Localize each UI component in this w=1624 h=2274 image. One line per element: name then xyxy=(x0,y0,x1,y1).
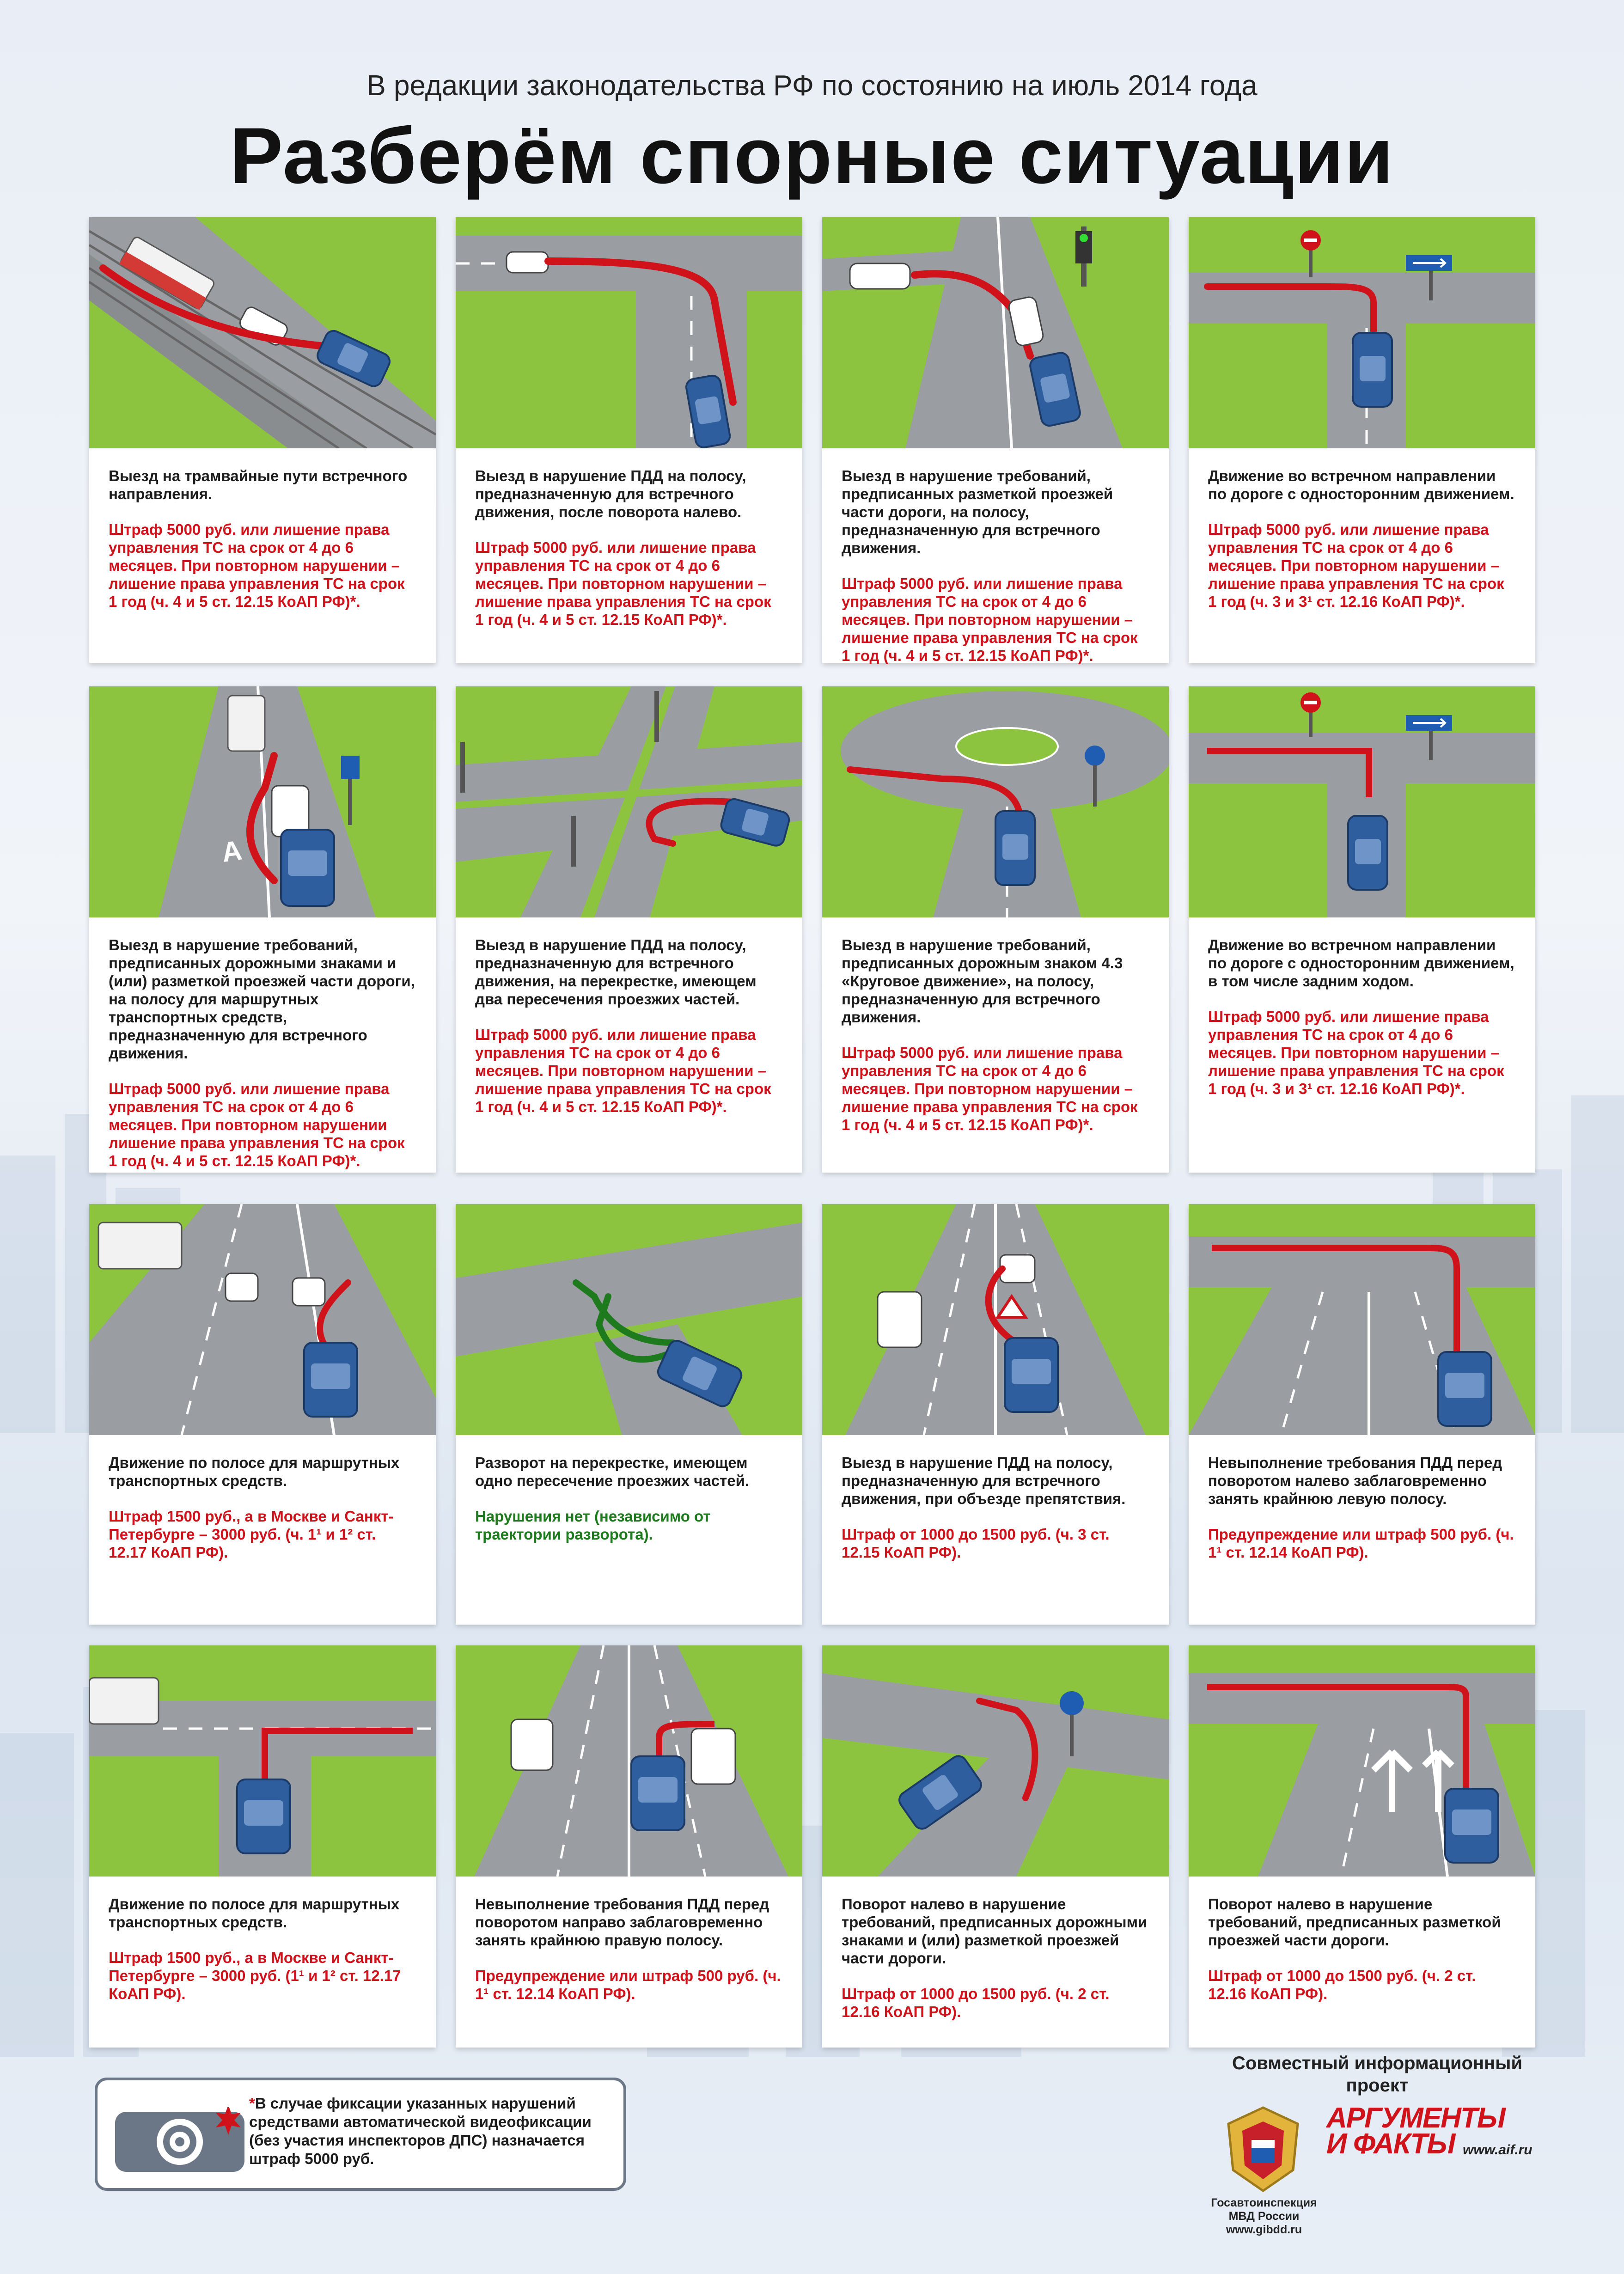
situation-card-10 xyxy=(456,1204,802,1625)
gibdd-emblem-icon xyxy=(1224,2105,1302,2193)
situation-description: Движение по полосе для маршрутных транспортных средств. xyxy=(109,1454,400,1489)
illustration-one-way-reverse xyxy=(1189,686,1535,917)
situation-description: Движение по полосе для маршрутных транспортных средств. xyxy=(109,1895,400,1931)
no-violation-text: Нарушения нет (независимо от траектории разворота). xyxy=(475,1508,711,1543)
illustration-lane-marking xyxy=(822,217,1169,448)
aif-logo-line1: АРГУМЕНТЫ xyxy=(1326,2102,1505,2134)
situation-card-7 xyxy=(822,686,1169,1173)
penalty-text: Штраф 5000 руб. или лишение права управления ТС на срок от 4 до 6 месяцев. При повторном нарушении – лишение права управления ТС на срок 1 год (ч. 3 и 3¹ ст. 12.16 КоАП РФ)*. xyxy=(1208,521,1504,610)
situation-card-1 xyxy=(89,217,436,663)
page-title: Разберём спорные ситуации xyxy=(230,111,1394,200)
situation-card-9 xyxy=(89,1204,436,1625)
penalty-text: Штраф от 1000 до 1500 руб. (ч. 2 ст. 12.16 КоАП РФ). xyxy=(842,1985,1110,2020)
penalty-text: Штраф 1500 руб., а в Москве и Санкт-Петербурге – 3000 руб. (1¹ и 1² ст. 12.17 КоАП РФ). xyxy=(109,1949,401,2002)
penalty-text: Штраф 5000 руб. или лишение права управления ТС на срок от 4 до 6 месяцев. При повторном нарушении – лишение права управления ТС на срок 1 год (ч. 4 и 5 ст. 12.15 КоАП РФ)*. xyxy=(475,539,771,628)
penalty-text: Штраф 5000 руб. или лишение права управления ТС на срок от 4 до 6 месяцев. При повторном нарушении – лишение права управления ТС на срок 1 год (ч. 4 и 5 ст. 12.15 КоАП РФ)*. xyxy=(842,575,1138,664)
situation-description: Поворот налево в нарушение требований, предписанных разметкой проезжей части дороги. xyxy=(1208,1895,1501,1949)
situation-description: Невыполнение требования ПДД перед поворотом налево заблаговременно занять крайнюю левую полосу. xyxy=(1208,1454,1502,1507)
situation-card-5 xyxy=(89,686,436,1173)
situation-card-2 xyxy=(456,217,802,663)
edition-note: В редакции законодательства РФ по состоянию на июль 2014 года xyxy=(366,70,1258,102)
situation-card-12 xyxy=(1189,1204,1535,1625)
joint-project-label: Совместный информационный проект xyxy=(1232,2053,1523,2096)
situation-description: Выезд в нарушение требований, предписанных разметкой проезжей части дороги, на полосу, предназначенную для встречного движения. xyxy=(842,467,1113,556)
situation-description: Движение во встречном направлении по дороге с односторонним движением, в том числе задним ходом. xyxy=(1208,936,1514,990)
camera-icon xyxy=(110,2107,249,2176)
penalty-text: Штраф 5000 руб. или лишение права управления ТС на срок от 4 до 6 месяцев. При повторном нарушении – лишение права управления ТС на срок 1 год (ч. 4 и 5 ст. 12.15 КоАП РФ)*. xyxy=(109,521,405,610)
footnote-text: В случае фиксации указанных нарушений средствами автоматической видеофиксации (без участия инспекторов ДПС) назначается штраф 5000 руб. xyxy=(249,2095,592,2167)
gibdd-caption: Госавтоинспекция МВД России www.gibdd.ru xyxy=(1211,2196,1317,2236)
illustration-roundabout xyxy=(822,686,1169,917)
illustration-left-turn-oncoming xyxy=(456,217,802,448)
penalty-text: Штраф 5000 руб. или лишение права управления ТС на срок от 4 до 6 месяцев. При повторном нарушении лишение права управления ТС на срок 1 год (ч. 4 и 5 ст. 12.15 КоАП РФ)*. xyxy=(109,1080,405,1169)
situation-description: Выезд в нарушение требований, предписанных дорожными знаками и (или) разметкой проезжей части дороги, на полосу для маршрутных транспортных средств, предназначенную для встречного движения. xyxy=(109,936,415,1062)
svg-text:A: A xyxy=(220,834,244,868)
penalty-text: Штраф от 1000 до 1500 руб. (ч. 2 ст. 12.16 КоАП РФ). xyxy=(1208,1967,1476,2002)
illustration-bus-lane-driving xyxy=(89,1204,436,1435)
situation-description: Поворот налево в нарушение требований, предписанных дорожными знаками и (или) разметкой проезжей части дороги. xyxy=(842,1895,1148,1967)
illustration-lane-arrows xyxy=(1189,1645,1535,1877)
penalty-text: Штраф 5000 руб. или лишение права управления ТС на срок от 4 до 6 месяцев. При повторном нарушении – лишение права управления ТС на срок 1 год (ч. 4 и 5 ст. 12.15 КоАП РФ)*. xyxy=(842,1044,1138,1133)
situation-card-16 xyxy=(1189,1645,1535,2048)
penalty-text: Штраф от 1000 до 1500 руб. (ч. 3 ст. 12.15 КоАП РФ). xyxy=(842,1526,1110,1561)
situation-card-6 xyxy=(456,686,802,1173)
penalty-text: Штраф 5000 руб. или лишение права управления ТС на срок от 4 до 6 месяцев. При повторном нарушении – лишение права управления ТС на срок 1 год (ч. 3 и 3¹ ст. 12.16 КоАП РФ)*. xyxy=(1208,1008,1504,1097)
illustration-left-lane xyxy=(1189,1204,1535,1435)
illustration-right-lane xyxy=(456,1645,802,1877)
penalty-text: Штраф 1500 руб., а в Москве и Санкт-Петербурге – 3000 руб. (ч. 1¹ и 1² ст. 12.17 КоАП РФ). xyxy=(109,1508,394,1561)
illustration-left-turn-sign xyxy=(822,1645,1169,1877)
situation-description: Невыполнение требования ПДД перед поворотом направо заблаговременно занять крайнюю правую полосу. xyxy=(475,1895,769,1949)
situation-card-11 xyxy=(822,1204,1169,1625)
situation-description: Разворот на перекрестке, имеющем одно пересечение проезжих частей. xyxy=(475,1454,750,1489)
situation-card-4 xyxy=(1189,217,1535,663)
footnote-star: * xyxy=(249,2095,255,2112)
illustration-one-way-road xyxy=(1189,217,1535,448)
illustration-bus-lane-oncoming xyxy=(89,686,436,917)
situation-card-15 xyxy=(822,1645,1169,2048)
illustration-bus-lane-turn xyxy=(89,1645,436,1877)
situation-description: Выезд в нарушение ПДД на полосу, предназначенную для встречного движения, после поворота налево. xyxy=(475,467,746,520)
illustration-double-intersection xyxy=(456,686,802,917)
situation-description: Выезд в нарушение требований, предписанных дорожным знаком 4.3 «Круговое движение», на полосу, предназначенную для встречного движения. xyxy=(842,936,1123,1026)
situation-description: Выезд на трамвайные пути встречного направления. xyxy=(109,467,408,502)
penalty-text: Предупреждение или штраф 500 руб. (ч. 1¹ ст. 12.14 КоАП РФ). xyxy=(1208,1526,1514,1561)
situation-description: Выезд в нарушение ПДД на полосу, предназначенную для встречного движения, при объезде препятствия. xyxy=(842,1454,1126,1507)
situation-description: Движение во встречном направлении по дороге с односторонним движением. xyxy=(1208,467,1514,502)
situation-card-8 xyxy=(1189,686,1535,1173)
camera-footnote xyxy=(95,2078,626,2191)
illustration-obstacle xyxy=(822,1204,1169,1435)
aif-logo-line2: И ФАКТЫ xyxy=(1326,2128,1455,2160)
situation-card-14 xyxy=(456,1645,802,2048)
penalty-text: Предупреждение или штраф 500 руб. (ч. 1¹ ст. 12.14 КоАП РФ). xyxy=(475,1967,781,2002)
situation-card-3 xyxy=(822,217,1169,663)
illustration-tram-tracks xyxy=(89,217,436,448)
aif-url: www.aif.ru xyxy=(1463,2142,1532,2158)
situation-description: Выезд в нарушение ПДД на полосу, предназначенную для встречного движения, на перекрестке, имеющем два пересечения проезжих частей. xyxy=(475,936,757,1008)
situation-card-13 xyxy=(89,1645,436,2048)
illustration-u-turn-ok xyxy=(456,1204,802,1435)
penalty-text: Штраф 5000 руб. или лишение права управления ТС на срок от 4 до 6 месяцев. При повторном нарушении – лишение права управления ТС на срок 1 год (ч. 4 и 5 ст. 12.15 КоАП РФ)*. xyxy=(475,1026,771,1115)
